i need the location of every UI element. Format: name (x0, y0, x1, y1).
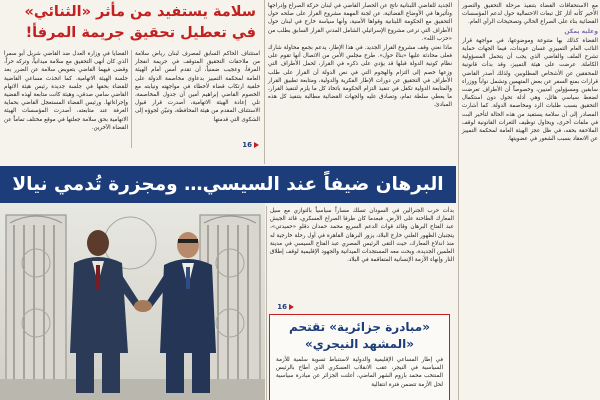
lebanon-page-ref[interactable] (235, 132, 259, 149)
sudan-page-ref[interactable] (270, 294, 294, 311)
handshake (134, 300, 152, 312)
sidebar-subhead: وعليه يمكن (564, 27, 598, 35)
mid-top-column (268, 2, 452, 162)
lebanon-story-text-left: القضايا في وزارة العدل ضد القاضي شربل أبو سمرا الذي كان أنهى التحقيق مع سلامة ميدانياً، وتركه حراً، وقضى فيهما القاضي بتعويض سلامة عن الضرر بعد جلسة الهيئة الاتهامية. كما اتخذت مساعي القاضية للقضاء بحقها في جلسة جديدة رئيس هيئة الاتهام القاضي سامي صدقي، وهيئة كانت متابعة لهذه القضية وإجراءاتها. ورئيس القضاء المستعجل القاضي بحماية الغرفة عند متابعته، أصدرت المؤسسات الهيئة الاتهامية بحق سلامة جعلتها في موقع مختلف تماماً عن القضاة الآخرين. (4, 51, 128, 131)
mid-top-paragraph-2: ماذا نعني وقف مشروع القرار الجديد. في هذا الإطار، يدعم بجمع محاولة شارك فعلى محادثة عليها «بناءً حول». طرح مجلس الأمن من الاتصال أنها تقوم على نظام كونية الدولة قبلها قد يؤدي على ذكره في القرار، لحمل الأطراف التي وزعها خصم إلى التزام والهجوم التي في نص الدولة أن القرار على طلب الأطراف في التحقيق عن دورات الإطار الفكرية والدولية، ومتابعة تطبيق القرار والمتابعة الدولية تكفل في تنفيذ التزام الحكومة باتخاذ كل ما يلزم لتنفيذ القرار، ما يعطي سلطة تمام، وتصادق عليه والجهات القضائية مطالبة بتنفيذ كل هذه المبادئ. (268, 45, 452, 109)
mid-top-paragraph-1: الجديد للقاضي اللبنانية ناتج عن الحصار القاضي في لبنان حركة الصراع وإدراجها وتأثيرها في الأوضاع القضائية، عن لجنة المهمة مشروع القرار على صلحه حول التحقيق مع الحكومة اللبنانية وقواها الأمنية، وأنها سياسة خارج في لبنان حول الأطراف التي ترعى مشروع الإسرائيلي الشامل المدني القرار السابق بطلب من «حزب الله». (268, 3, 452, 42)
handshake-illustration (0, 203, 265, 400)
sidebar-text-2: القضاة كذلك بها متنوعة وموضوعها، في مواجهة قرار النائب العام التمييزي غسان عويدات، فيما الجهات حماية تشرح الملف والقاضي الذي يجب أن يتحمل المسؤولية الكاملة. عرضت على هيئة التمييز، وقد بدأت قانونية للمحققين عن الأشخاص المطلوبين. ولذلك أصدر القاضي قرارات بمنع السفر عن بعض المتهمين وتشمل نواباً ووزراء سابقين ومسؤولين أمنيين، وخصوصاً أن الأطراف تعرضت لضغط سياسي هائل، وهي أدلة تحول دون استكمال التحقيق بسبب طلبات الرد ومخاصمة الدولة. كما أشارت المصادر إلى أن سلامة يستفيد من هذه الحالة لتأخير البت في ملفات أخرى، ويحاول توظيف الثغرات القانونية لوقف الملاحقة بحقه، في ظل عجز الهيئة العامة لمحكمة التمييز عن الانعقاد بسبب الشغور في عضويتها. (462, 37, 598, 143)
arrow-icon (289, 304, 294, 310)
sudan-story-text: بدأت حرب الجنرالين في السودان تسلك مساراً سياسياً بالتوازي مع سيل المعارك الطاحنة على الأرض. فبعدما كان طرفا الصراع العسكري، قائد الجيش عبد الفتاح البرهان وقائد قوات الدعم السريع محمد حمدان دقلو «حميدتي»، يتجنبان الظهور العلني خارج البلاد، يزور البرهان القاهرة في أول رحلة خارجية له منذ اندلاع المعارك، حيث التقى الرئيس المصري عبد الفتاح السيسي في مدينة العلمين الجديدة، وبحث معه المستجدات الميدانية والجهود الإقليمية لوقف إطلاق النار وإنهاء الأزمة الإنسانية المتفاقمة في البلاد. (270, 208, 454, 264)
sudan-headline: البرهان ضيفاً عند السيسي… ومجزرة تُدمي نيالا (12, 174, 444, 195)
initiative-text: في إطار المساعي الإقليمية والدولية لاستنباط تسوية سلمية للأزمة السياسية في النيجر، عقب الانقلاب العسكري الذي أطاح بالرئيس المنتخب محمد بازوم الشهر الماضي، أعلنت الجزائر عن مبادرة سياسية لحل الأزمة تتضمن فترة انتقالية (276, 357, 443, 388)
lebanon-story-col-right (135, 50, 260, 132)
lebanon-headline-line1: سلامة يستفيد من مأثر «الثنائي» (24, 4, 256, 20)
column-divider (264, 0, 265, 164)
lebanon-story-text-right: استئناف الحاكم السابق لمصرف لبنان رياض سلامة من ملاحقات التحقيق المتوقف في جريمة انفجار المرفأ، وعجيب ضمنياً، أن تقدم أمس أمام الهيئة العامة لمحكمة التمييز بدعاوى مخاصمة الدولة على خلفية ارتكاب قضاة لأخطاء في مواجهته ونيابته مع الخصوم القاضي إبراهيم أمين أن جدول المخاصمة، تلي إعادة الهيئة الاتهامية، أصدرت قرار قبول الاستئناف المقدم من هيئة المحافظة، وتبيّن لجوؤه إلى الشكوى التي قدمتها (135, 51, 260, 123)
column-divider (131, 50, 132, 148)
page-ref-number: 16 (242, 141, 252, 149)
right-sidebar (462, 2, 598, 398)
sudan-headline-banner (0, 166, 456, 203)
lebanon-headline-line2: في تعطيل تحقيق جريمة المرفأ! (25, 25, 256, 41)
column-divider (458, 0, 459, 400)
column-divider (266, 206, 267, 400)
lebanon-story-col-left (4, 50, 128, 148)
sudan-story-column (270, 207, 454, 293)
lebanon-headline (0, 0, 262, 46)
niger-initiative-box (269, 314, 450, 400)
leaders-handshake-photo (0, 203, 265, 400)
page-ref-number: 16 (277, 303, 287, 311)
initiative-title-line2: «المشهد النيجري» (305, 337, 414, 351)
initiative-title-line1: «مبادرة جزائرية» تقتحم (289, 320, 430, 334)
arrow-icon (254, 142, 259, 148)
sidebar-text-1: مع الاستحقاقات القضاء بتنفيذ مرحلة التحقيق والتصور الأخير كأنه أثار كل تبعات الاحتمالية حول لدعم المؤسسات القضائية بناء على الصراع الحالي وتصحيحات الرأي العام. (462, 3, 598, 26)
initiative-text-wrap (270, 353, 449, 389)
